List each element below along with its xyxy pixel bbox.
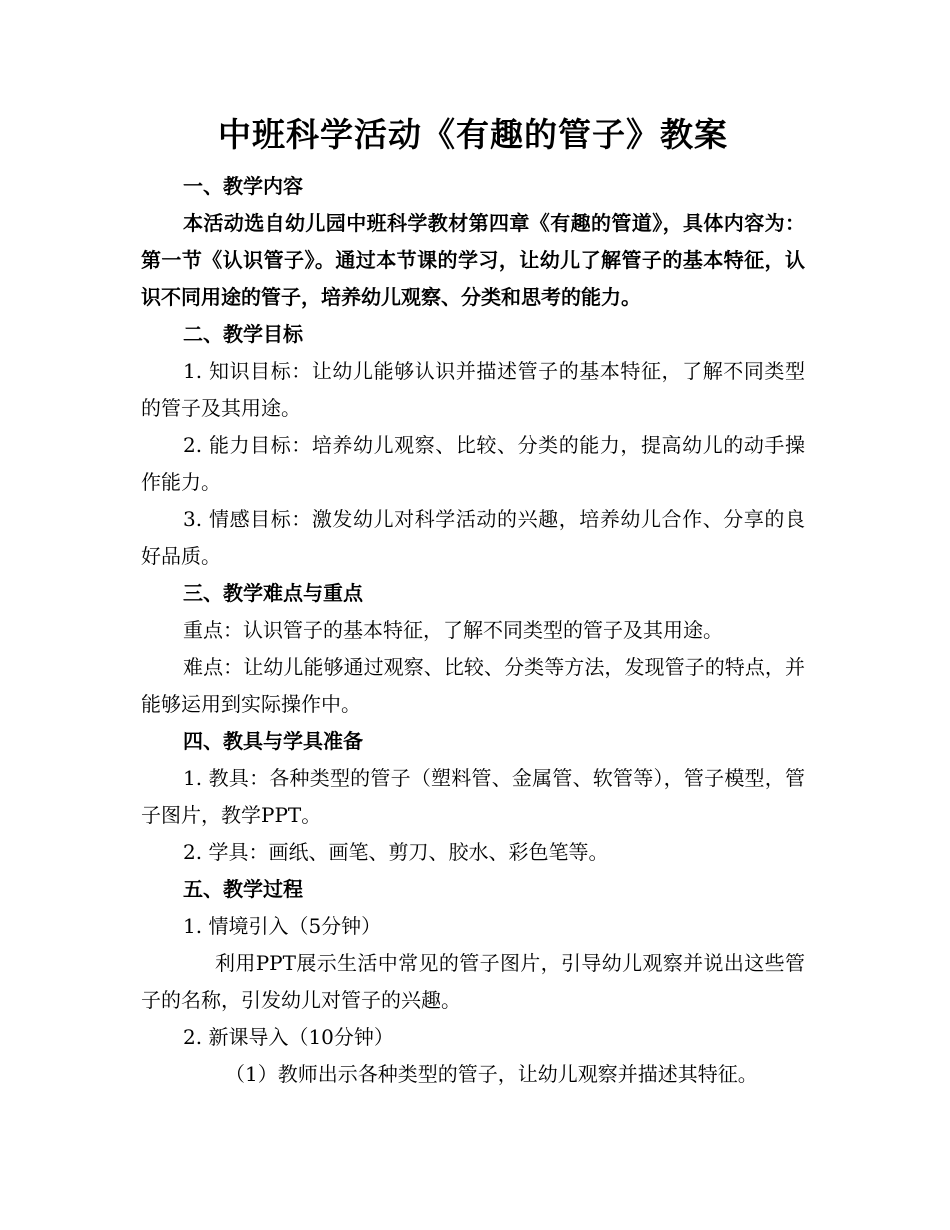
process-step-paragraph: 利用PPT展示生活中常见的管子图片，引导幼儿观察并说出这些管子的名称，引发幼儿对管子的兴趣。	[141, 951, 805, 1012]
objective-item: 1. 知识目标：让幼儿能够认识并描述管子的基本特征，了解不同类型的管子及其用途。	[141, 359, 805, 420]
page-title: 中班科学活动《有趣的管子》教案	[218, 115, 728, 154]
section-heading-key-points: 三、教学难点与重点	[183, 581, 363, 605]
materials-item: 2. 学具：画纸、画笔、剪刀、胶水、彩色笔等。	[183, 840, 609, 864]
section-heading-content: 一、教学内容	[183, 174, 303, 198]
process-step: 2. 新课导入（10分钟）	[183, 1025, 394, 1049]
objective-item: 3. 情感目标：激发幼儿对科学活动的兴趣，培养幼儿合作、分享的良好品质。	[141, 507, 805, 568]
materials-item: 1. 教具：各种类型的管子（塑料管、金属管、软管等），管子模型，管子图片，教学PPT。	[141, 766, 805, 827]
section-heading-process: 五、教学过程	[183, 877, 303, 901]
process-substep: （1）教师出示各种类型的管子，让幼儿观察并描述其特征。	[225, 1062, 758, 1086]
section-heading-objectives: 二、教学目标	[183, 322, 303, 346]
section-paragraph-content: 本活动选自幼儿园中班科学教材第四章《有趣的管道》，具体内容为：第一节《认识管子》。通过本节课的学习，让幼儿了解管子的基本特征，认识不同用途的管子，培养幼儿观察、分类和思考的能力。	[141, 211, 805, 309]
process-step: 1. 情境引入（5分钟）	[183, 914, 382, 938]
document-body	[141, 112, 805, 1093]
section-heading-materials: 四、教具与学具准备	[183, 729, 363, 753]
key-point-item: 重点：认识管子的基本特征，了解不同类型的管子及其用途。	[183, 618, 723, 642]
objective-item: 2. 能力目标：培养幼儿观察、比较、分类的能力，提高幼儿的动手操作能力。	[141, 433, 805, 494]
difficulty-item: 难点：让幼儿能够通过观察、比较、分类等方法，发现管子的特点，并能够运用到实际操作中。	[141, 655, 805, 716]
